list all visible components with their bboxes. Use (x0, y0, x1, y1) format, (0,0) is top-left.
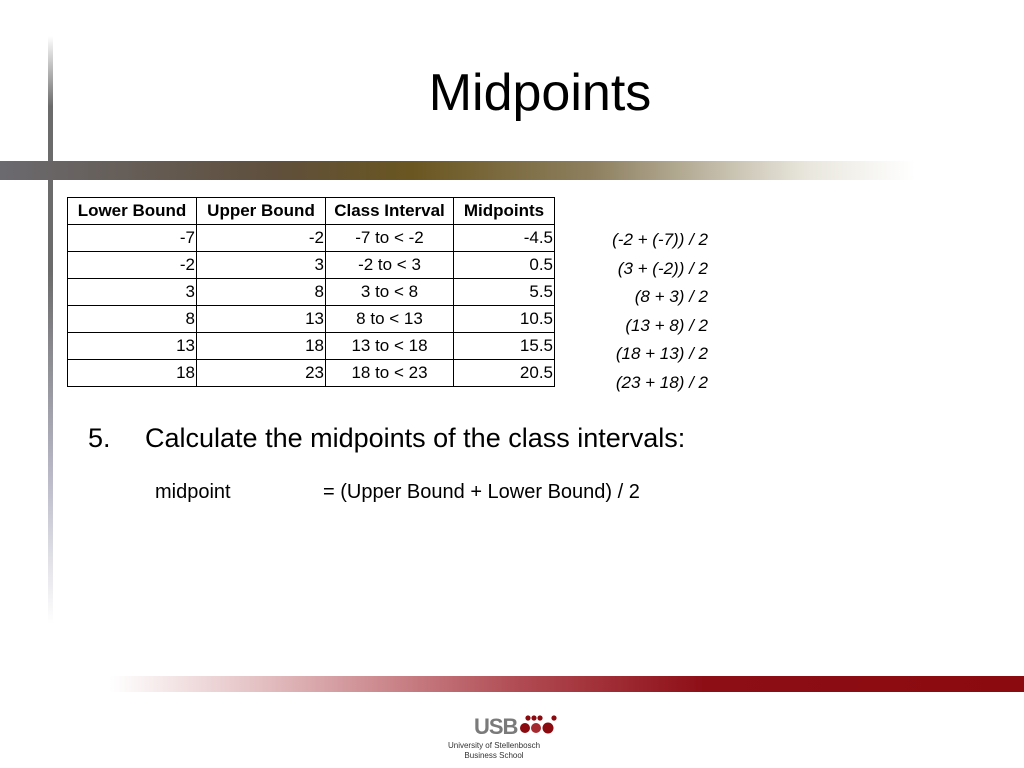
cell-lower-bound: 13 (68, 333, 197, 360)
cell-lower-bound: -2 (68, 252, 197, 279)
table-row (68, 225, 555, 252)
table-row (68, 252, 555, 279)
cell-lower-bound: 3 (68, 279, 197, 306)
bottom-accent-bar (110, 676, 1024, 692)
equation-expression: = (Upper Bound + Lower Bound) / 2 (323, 481, 640, 503)
cell-midpoint: 15.5 (454, 333, 555, 360)
table-row (68, 279, 555, 306)
midpoint-equation (155, 478, 640, 506)
logo-line-1: University of Stellenbosch (447, 741, 541, 750)
cell-midpoint: 20.5 (454, 360, 555, 387)
formula-row: (-2 + (-7)) / 2 (612, 230, 708, 249)
step-number: 5. (88, 423, 111, 453)
cell-midpoint: 5.5 (454, 279, 555, 306)
cell-midpoint: 10.5 (454, 306, 555, 333)
cell-upper-bound: 8 (197, 279, 326, 306)
step-instruction (88, 420, 685, 456)
logo-dots-icon (518, 714, 562, 740)
cell-upper-bound: 13 (197, 306, 326, 333)
formula-row: (13 + 8) / 2 (625, 315, 708, 335)
midpoints-table (67, 197, 555, 387)
cell-class-interval: 8 to < 13 (326, 306, 454, 333)
logo-mark: USB (474, 714, 518, 739)
cell-class-interval: -2 to < 3 (326, 252, 454, 279)
table-header-row (68, 198, 555, 225)
cell-upper-bound: 18 (197, 333, 326, 360)
cell-midpoint: -4.5 (454, 225, 555, 252)
header-upper-bound: Upper Bound (197, 198, 326, 225)
midpoint-formulas (560, 226, 708, 397)
cell-lower-bound: 18 (68, 360, 197, 387)
cell-class-interval: 18 to < 23 (326, 360, 454, 387)
logo-line-2: Business School (464, 751, 524, 760)
usb-logo (426, 712, 562, 764)
cell-lower-bound: -7 (68, 225, 197, 252)
equation-label: midpoint (155, 481, 231, 503)
header-lower-bound: Lower Bound (68, 198, 197, 225)
top-accent-bar (0, 161, 915, 180)
cell-upper-bound: 23 (197, 360, 326, 387)
cell-midpoint: 0.5 (454, 252, 555, 279)
slide-title: Midpoints (428, 64, 652, 122)
table-row (68, 360, 555, 387)
formula-row: (3 + (-2)) / 2 (617, 258, 708, 278)
formula-row: (23 + 18) / 2 (615, 372, 708, 392)
cell-class-interval: 3 to < 8 (326, 279, 454, 306)
logo-subtitle (426, 741, 562, 761)
cell-lower-bound: 8 (68, 306, 197, 333)
table-row (68, 306, 555, 333)
table-row (68, 333, 555, 360)
cell-upper-bound: -2 (197, 225, 326, 252)
cell-class-interval: 13 to < 18 (326, 333, 454, 360)
formula-row: (18 + 13) / 2 (615, 344, 708, 363)
header-midpoints: Midpoints (454, 198, 555, 225)
formula-row: (8 + 3) / 2 (634, 287, 708, 306)
step-text: Calculate the midpoints of the class intervals: (145, 423, 686, 453)
cell-class-interval: -7 to < -2 (326, 225, 454, 252)
cell-upper-bound: 3 (197, 252, 326, 279)
header-class-interval: Class Interval (326, 198, 454, 225)
